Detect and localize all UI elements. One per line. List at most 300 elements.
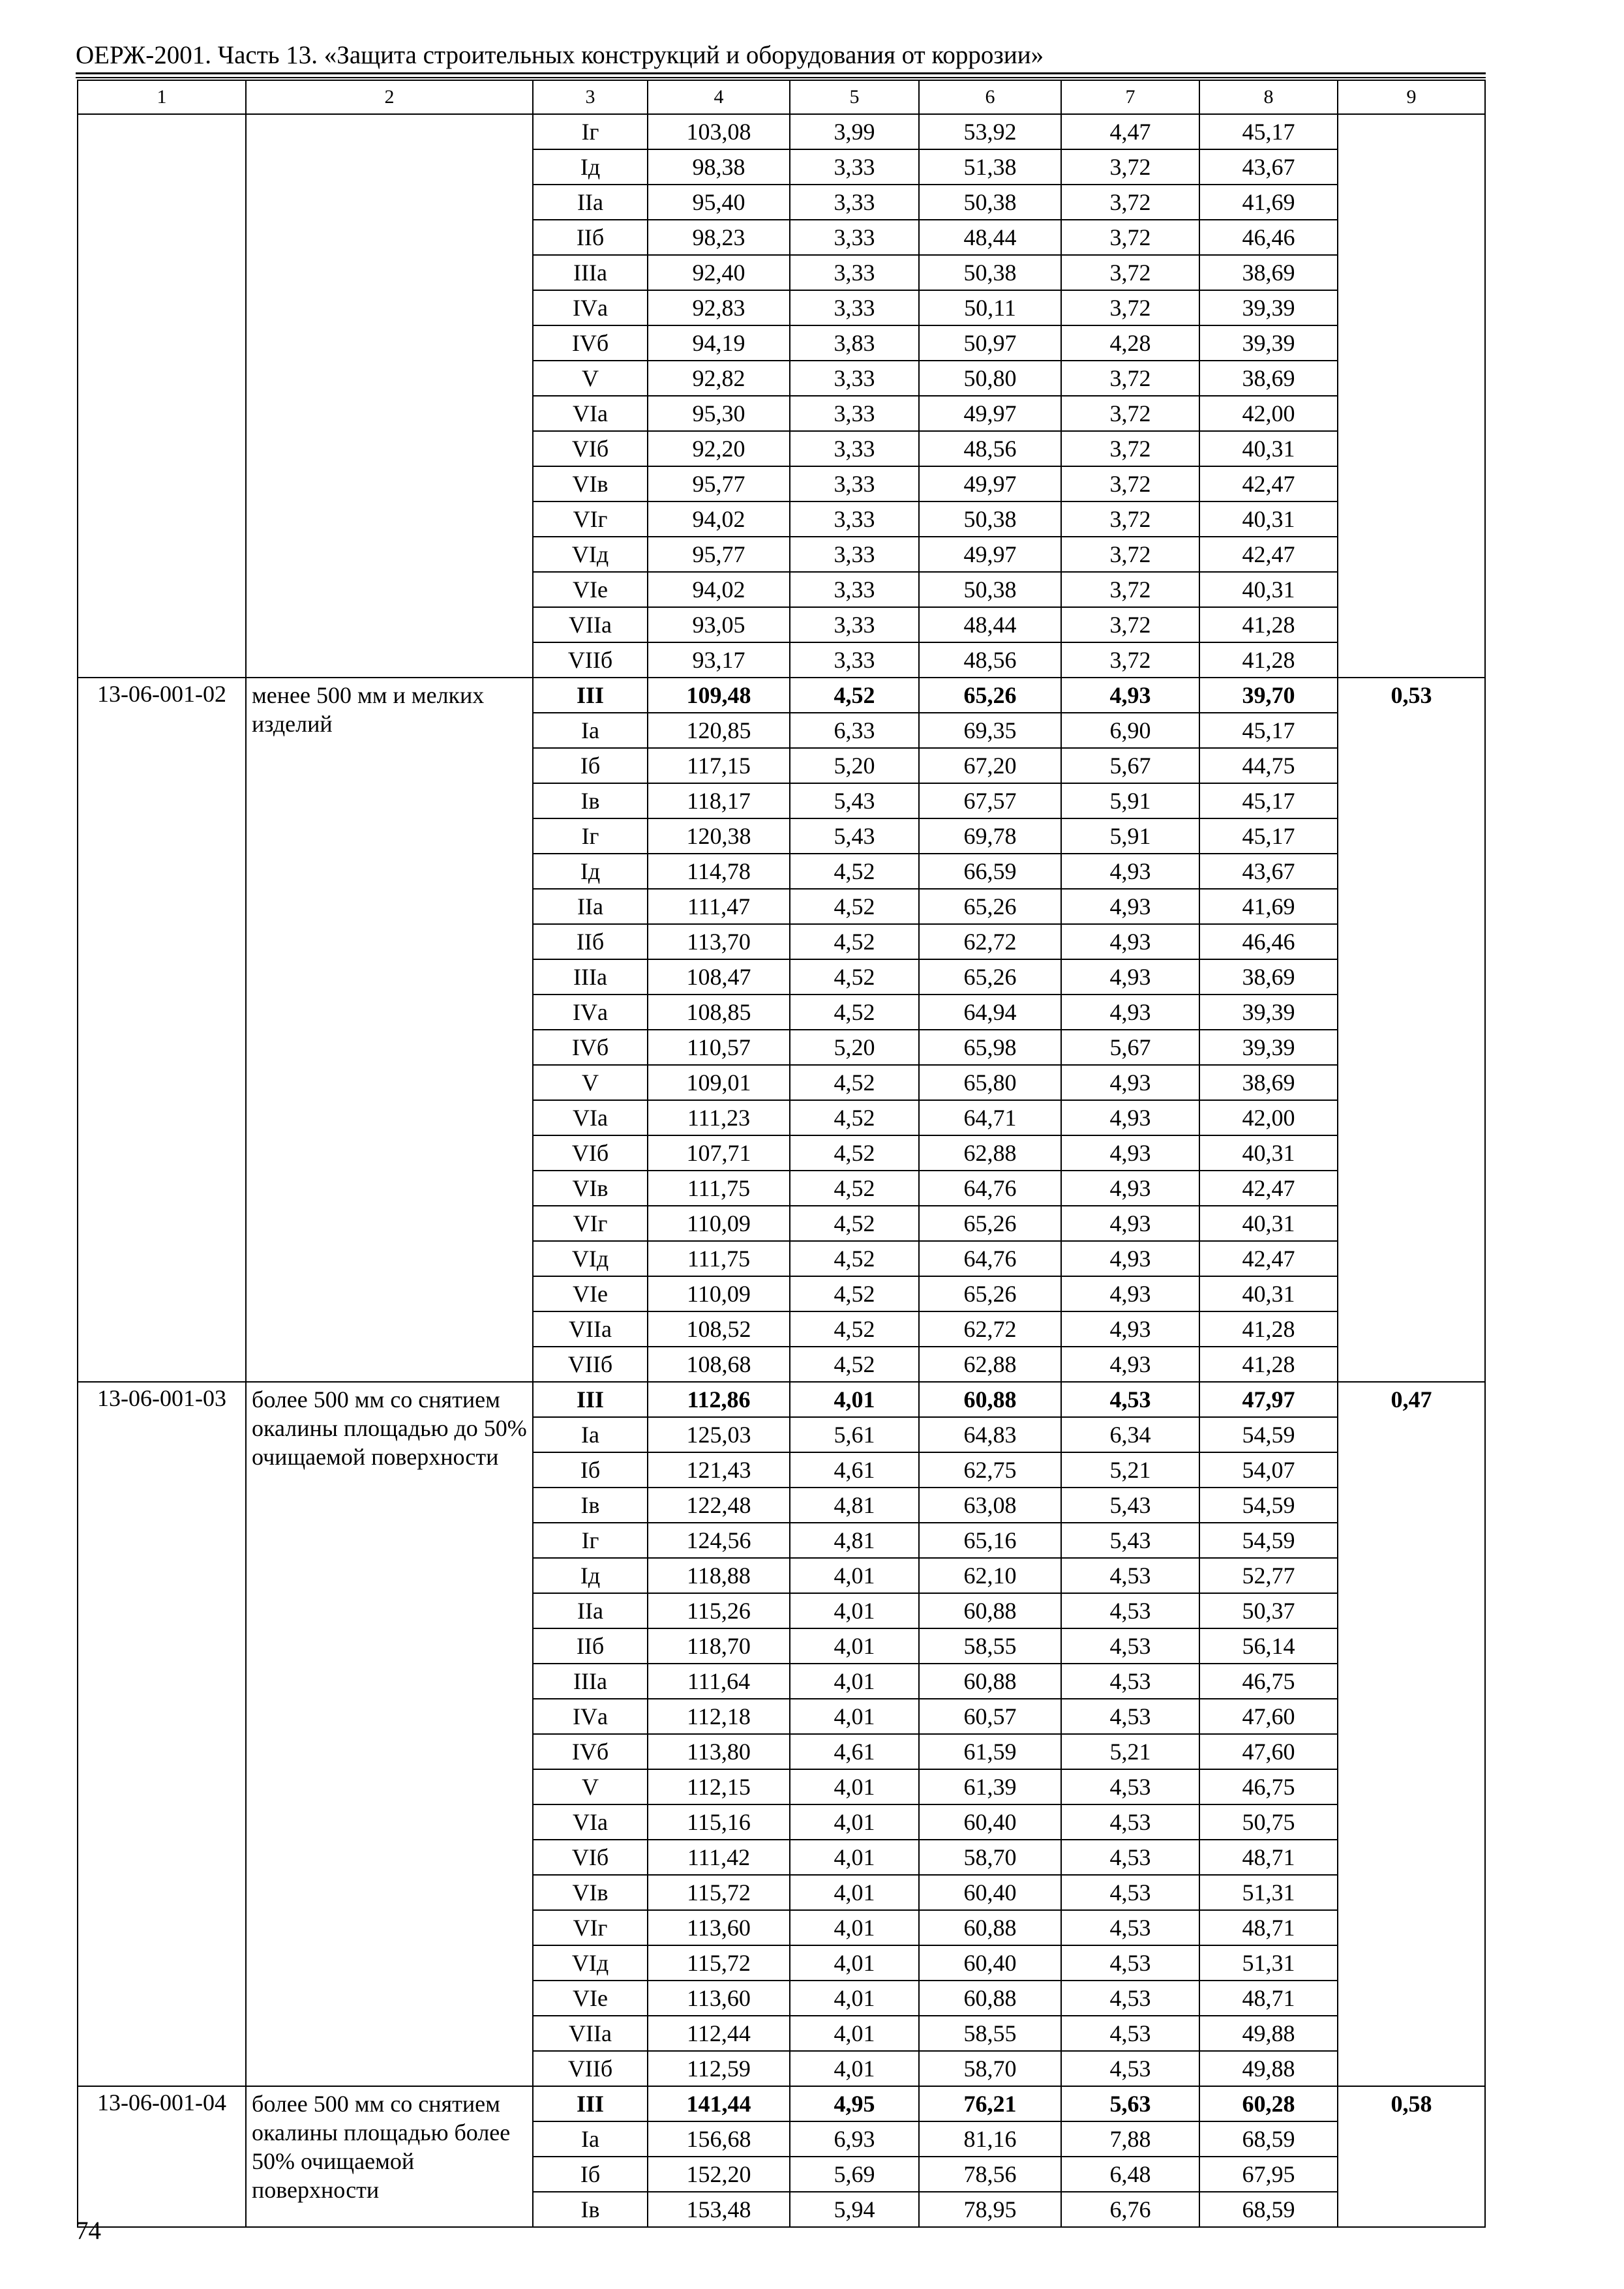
- region-group: VIг: [533, 1206, 648, 1241]
- coefficient: [1338, 114, 1485, 678]
- value-cell: 4,93: [1061, 1100, 1199, 1135]
- region-group: VIб: [533, 1135, 648, 1171]
- value-cell: 112,15: [648, 1769, 790, 1804]
- value-cell: 4,01: [790, 2051, 919, 2086]
- value-cell: 3,33: [790, 501, 919, 537]
- value-cell: 4,61: [790, 1452, 919, 1488]
- value-cell: 5,43: [1061, 1523, 1199, 1558]
- region-group: IVб: [533, 1734, 648, 1769]
- value-cell: 4,53: [1061, 1875, 1199, 1910]
- value-cell: 3,72: [1061, 537, 1199, 572]
- value-cell: 118,70: [648, 1628, 790, 1664]
- value-cell: 113,60: [648, 1981, 790, 2016]
- value-cell: 4,52: [790, 1347, 919, 1382]
- value-cell: 113,60: [648, 1910, 790, 1945]
- value-cell: 4,53: [1061, 1628, 1199, 1664]
- value-cell: 109,48: [648, 678, 790, 713]
- region-group: IIIа: [533, 959, 648, 995]
- value-cell: 4,53: [1061, 1945, 1199, 1981]
- value-cell: 68,59: [1199, 2192, 1338, 2227]
- value-cell: 67,95: [1199, 2157, 1338, 2192]
- value-cell: 3,33: [790, 290, 919, 325]
- value-cell: 65,26: [919, 1206, 1061, 1241]
- rate-code: 13-06-001-03: [78, 1382, 246, 2086]
- region-group: IIб: [533, 1628, 648, 1664]
- value-cell: 60,88: [919, 1981, 1061, 2016]
- region-group: Iа: [533, 713, 648, 748]
- value-cell: 64,76: [919, 1241, 1061, 1276]
- value-cell: 65,16: [919, 1523, 1061, 1558]
- region-group: VIв: [533, 1171, 648, 1206]
- value-cell: 3,72: [1061, 607, 1199, 642]
- value-cell: 4,01: [790, 1664, 919, 1699]
- value-cell: 111,42: [648, 1840, 790, 1875]
- value-cell: 6,90: [1061, 713, 1199, 748]
- value-cell: 81,16: [919, 2121, 1061, 2157]
- region-group: VIIа: [533, 2016, 648, 2051]
- value-cell: 49,97: [919, 537, 1061, 572]
- value-cell: 43,67: [1199, 854, 1338, 889]
- value-cell: 3,72: [1061, 220, 1199, 255]
- value-cell: 4,01: [790, 1593, 919, 1628]
- column-header: 8: [1199, 80, 1338, 114]
- value-cell: 65,26: [919, 889, 1061, 924]
- value-cell: 41,69: [1199, 185, 1338, 220]
- value-cell: 76,21: [919, 2086, 1061, 2121]
- region-group: Iг: [533, 114, 648, 149]
- value-cell: 50,37: [1199, 1593, 1338, 1628]
- region-group: VIа: [533, 1804, 648, 1840]
- region-group: VIа: [533, 396, 648, 431]
- value-cell: 118,88: [648, 1558, 790, 1593]
- value-cell: 4,01: [790, 1699, 919, 1734]
- region-group: IIIа: [533, 1664, 648, 1699]
- value-cell: 3,72: [1061, 396, 1199, 431]
- region-group: IVа: [533, 1699, 648, 1734]
- column-number-row: [78, 80, 1485, 114]
- value-cell: 38,69: [1199, 255, 1338, 290]
- value-cell: 53,92: [919, 114, 1061, 149]
- value-cell: 40,31: [1199, 501, 1338, 537]
- value-cell: 50,38: [919, 572, 1061, 607]
- value-cell: 111,23: [648, 1100, 790, 1135]
- value-cell: 5,20: [790, 1030, 919, 1065]
- value-cell: 3,33: [790, 220, 919, 255]
- header-rule-thin: [76, 77, 1486, 78]
- coefficient: 0,58: [1338, 2086, 1485, 2227]
- value-cell: 156,68: [648, 2121, 790, 2157]
- value-cell: 6,76: [1061, 2192, 1199, 2227]
- value-cell: 114,78: [648, 854, 790, 889]
- value-cell: 4,93: [1061, 1241, 1199, 1276]
- value-cell: 5,21: [1061, 1734, 1199, 1769]
- value-cell: 98,23: [648, 220, 790, 255]
- value-cell: 54,59: [1199, 1523, 1338, 1558]
- value-cell: 44,75: [1199, 748, 1338, 783]
- value-cell: 4,93: [1061, 1347, 1199, 1382]
- value-cell: 4,93: [1061, 1065, 1199, 1100]
- value-cell: 3,72: [1061, 290, 1199, 325]
- value-cell: 60,88: [919, 1664, 1061, 1699]
- value-cell: 111,47: [648, 889, 790, 924]
- value-cell: 50,11: [919, 290, 1061, 325]
- value-cell: 39,39: [1199, 995, 1338, 1030]
- value-cell: 78,95: [919, 2192, 1061, 2227]
- value-cell: 4,52: [790, 1135, 919, 1171]
- rates-table: [77, 80, 1486, 2228]
- value-cell: 6,48: [1061, 2157, 1199, 2192]
- value-cell: 48,56: [919, 431, 1061, 466]
- value-cell: 112,59: [648, 2051, 790, 2086]
- value-cell: 111,64: [648, 1664, 790, 1699]
- region-group: III: [533, 678, 648, 713]
- region-group: VIе: [533, 1981, 648, 2016]
- value-cell: 69,78: [919, 818, 1061, 854]
- value-cell: 3,72: [1061, 466, 1199, 501]
- value-cell: 92,40: [648, 255, 790, 290]
- value-cell: 3,72: [1061, 361, 1199, 396]
- value-cell: 3,33: [790, 642, 919, 678]
- value-cell: 4,61: [790, 1734, 919, 1769]
- value-cell: 50,75: [1199, 1804, 1338, 1840]
- value-cell: 4,53: [1061, 1804, 1199, 1840]
- value-cell: 38,69: [1199, 361, 1338, 396]
- region-group: Iв: [533, 783, 648, 818]
- region-group: III: [533, 1382, 648, 1417]
- value-cell: 94,19: [648, 325, 790, 361]
- value-cell: 67,20: [919, 748, 1061, 783]
- coefficient: 0,47: [1338, 1382, 1485, 2086]
- value-cell: 4,81: [790, 1523, 919, 1558]
- value-cell: 4,01: [790, 1628, 919, 1664]
- value-cell: 3,72: [1061, 572, 1199, 607]
- value-cell: 4,52: [790, 1241, 919, 1276]
- value-cell: 60,88: [919, 1382, 1061, 1417]
- region-group: VIв: [533, 466, 648, 501]
- value-cell: 5,43: [790, 818, 919, 854]
- value-cell: 4,52: [790, 995, 919, 1030]
- header-rule: [76, 72, 1486, 74]
- value-cell: 110,57: [648, 1030, 790, 1065]
- region-group: Iг: [533, 818, 648, 854]
- value-cell: 42,47: [1199, 537, 1338, 572]
- value-cell: 4,53: [1061, 1981, 1199, 2016]
- value-cell: 48,56: [919, 642, 1061, 678]
- value-cell: 4,81: [790, 1488, 919, 1523]
- value-cell: 4,53: [1061, 1664, 1199, 1699]
- value-cell: 5,63: [1061, 2086, 1199, 2121]
- value-cell: 4,93: [1061, 1135, 1199, 1171]
- value-cell: 3,33: [790, 537, 919, 572]
- value-cell: 4,93: [1061, 959, 1199, 995]
- table-row: [78, 2086, 1485, 2121]
- value-cell: 4,01: [790, 1804, 919, 1840]
- value-cell: 3,33: [790, 361, 919, 396]
- value-cell: 4,52: [790, 1311, 919, 1347]
- value-cell: 5,91: [1061, 818, 1199, 854]
- value-cell: 50,38: [919, 255, 1061, 290]
- value-cell: 60,40: [919, 1945, 1061, 1981]
- region-group: VIв: [533, 1875, 648, 1910]
- region-group: Iв: [533, 2192, 648, 2227]
- region-group: IIб: [533, 220, 648, 255]
- value-cell: 5,91: [1061, 783, 1199, 818]
- value-cell: 38,69: [1199, 1065, 1338, 1100]
- region-group: IVа: [533, 290, 648, 325]
- column-header: 2: [246, 80, 533, 114]
- value-cell: 95,77: [648, 466, 790, 501]
- value-cell: 60,40: [919, 1804, 1061, 1840]
- value-cell: 41,28: [1199, 1347, 1338, 1382]
- value-cell: 4,47: [1061, 114, 1199, 149]
- value-cell: 60,40: [919, 1875, 1061, 1910]
- value-cell: 115,16: [648, 1804, 790, 1840]
- region-group: Iб: [533, 748, 648, 783]
- value-cell: 125,03: [648, 1417, 790, 1452]
- value-cell: 46,75: [1199, 1769, 1338, 1804]
- region-group: V: [533, 1769, 648, 1804]
- value-cell: 4,01: [790, 1769, 919, 1804]
- value-cell: 5,94: [790, 2192, 919, 2227]
- value-cell: 60,88: [919, 1593, 1061, 1628]
- value-cell: 39,39: [1199, 1030, 1338, 1065]
- value-cell: 152,20: [648, 2157, 790, 2192]
- value-cell: 65,80: [919, 1065, 1061, 1100]
- value-cell: 5,43: [1061, 1488, 1199, 1523]
- value-cell: 65,26: [919, 959, 1061, 995]
- value-cell: 3,72: [1061, 642, 1199, 678]
- value-cell: 112,18: [648, 1699, 790, 1734]
- value-cell: 4,01: [790, 1981, 919, 2016]
- region-group: IIа: [533, 889, 648, 924]
- value-cell: 3,72: [1061, 149, 1199, 185]
- region-group: VIа: [533, 1100, 648, 1135]
- value-cell: 3,83: [790, 325, 919, 361]
- value-cell: 62,75: [919, 1452, 1061, 1488]
- rate-code: 13-06-001-04: [78, 2086, 246, 2227]
- region-group: Iб: [533, 2157, 648, 2192]
- column-header: 1: [78, 80, 246, 114]
- value-cell: 54,59: [1199, 1488, 1338, 1523]
- region-group: VIе: [533, 1276, 648, 1311]
- value-cell: 69,35: [919, 713, 1061, 748]
- region-group: IVб: [533, 325, 648, 361]
- value-cell: 40,31: [1199, 572, 1338, 607]
- region-group: VIд: [533, 537, 648, 572]
- value-cell: 47,60: [1199, 1734, 1338, 1769]
- value-cell: 5,69: [790, 2157, 919, 2192]
- value-cell: 45,17: [1199, 818, 1338, 854]
- value-cell: 108,52: [648, 1311, 790, 1347]
- value-cell: 4,01: [790, 1382, 919, 1417]
- rate-code: 13-06-001-02: [78, 678, 246, 1382]
- value-cell: 110,09: [648, 1206, 790, 1241]
- value-cell: 118,17: [648, 783, 790, 818]
- value-cell: 112,86: [648, 1382, 790, 1417]
- region-group: VIг: [533, 501, 648, 537]
- value-cell: 122,48: [648, 1488, 790, 1523]
- value-cell: 78,56: [919, 2157, 1061, 2192]
- value-cell: 4,52: [790, 1276, 919, 1311]
- value-cell: 65,26: [919, 1276, 1061, 1311]
- value-cell: 4,93: [1061, 1206, 1199, 1241]
- value-cell: 65,98: [919, 1030, 1061, 1065]
- value-cell: 92,20: [648, 431, 790, 466]
- value-cell: 41,69: [1199, 889, 1338, 924]
- region-group: VIIб: [533, 2051, 648, 2086]
- value-cell: 93,17: [648, 642, 790, 678]
- table-row: [78, 678, 1485, 713]
- value-cell: 50,38: [919, 185, 1061, 220]
- value-cell: 124,56: [648, 1523, 790, 1558]
- value-cell: 4,01: [790, 1840, 919, 1875]
- value-cell: 112,44: [648, 2016, 790, 2051]
- value-cell: 47,60: [1199, 1699, 1338, 1734]
- value-cell: 40,31: [1199, 1276, 1338, 1311]
- value-cell: 108,47: [648, 959, 790, 995]
- value-cell: 43,67: [1199, 149, 1338, 185]
- rate-description: более 500 мм со снятием окалины площадью до 50% очищаемой поверхности: [246, 1382, 533, 2086]
- region-group: IVа: [533, 995, 648, 1030]
- value-cell: 63,08: [919, 1488, 1061, 1523]
- value-cell: 94,02: [648, 572, 790, 607]
- region-group: VIд: [533, 1945, 648, 1981]
- region-group: VIIб: [533, 1347, 648, 1382]
- value-cell: 103,08: [648, 114, 790, 149]
- value-cell: 58,55: [919, 2016, 1061, 2051]
- value-cell: 95,30: [648, 396, 790, 431]
- value-cell: 95,77: [648, 537, 790, 572]
- value-cell: 3,33: [790, 255, 919, 290]
- value-cell: 113,80: [648, 1734, 790, 1769]
- value-cell: 5,20: [790, 748, 919, 783]
- value-cell: 111,75: [648, 1241, 790, 1276]
- value-cell: 3,72: [1061, 255, 1199, 290]
- value-cell: 3,33: [790, 607, 919, 642]
- value-cell: 60,57: [919, 1699, 1061, 1734]
- value-cell: 60,88: [919, 1910, 1061, 1945]
- value-cell: 3,33: [790, 396, 919, 431]
- value-cell: 4,53: [1061, 1558, 1199, 1593]
- value-cell: 4,53: [1061, 1840, 1199, 1875]
- value-cell: 4,53: [1061, 1382, 1199, 1417]
- value-cell: 108,68: [648, 1347, 790, 1382]
- value-cell: 61,59: [919, 1734, 1061, 1769]
- rate-code: [78, 114, 246, 678]
- value-cell: 3,33: [790, 431, 919, 466]
- region-group: VIб: [533, 431, 648, 466]
- region-group: Iб: [533, 1452, 648, 1488]
- region-group: Iд: [533, 1558, 648, 1593]
- value-cell: 66,59: [919, 854, 1061, 889]
- region-group: VIе: [533, 572, 648, 607]
- region-group: Iа: [533, 2121, 648, 2157]
- value-cell: 64,71: [919, 1100, 1061, 1135]
- value-cell: 61,39: [919, 1769, 1061, 1804]
- rate-description: [246, 114, 533, 678]
- value-cell: 4,95: [790, 2086, 919, 2121]
- value-cell: 153,48: [648, 2192, 790, 2227]
- region-group: IIб: [533, 924, 648, 959]
- value-cell: 62,88: [919, 1135, 1061, 1171]
- page-number: 74: [76, 2217, 101, 2245]
- value-cell: 7,88: [1061, 2121, 1199, 2157]
- value-cell: 64,83: [919, 1417, 1061, 1452]
- region-group: VIб: [533, 1840, 648, 1875]
- value-cell: 109,01: [648, 1065, 790, 1100]
- value-cell: 3,33: [790, 149, 919, 185]
- value-cell: 115,72: [648, 1945, 790, 1981]
- value-cell: 4,52: [790, 924, 919, 959]
- value-cell: 42,00: [1199, 1100, 1338, 1135]
- value-cell: 115,72: [648, 1875, 790, 1910]
- value-cell: 115,26: [648, 1593, 790, 1628]
- value-cell: 6,34: [1061, 1417, 1199, 1452]
- value-cell: 4,52: [790, 1100, 919, 1135]
- value-cell: 58,70: [919, 2051, 1061, 2086]
- value-cell: 47,97: [1199, 1382, 1338, 1417]
- value-cell: 54,07: [1199, 1452, 1338, 1488]
- value-cell: 41,28: [1199, 642, 1338, 678]
- value-cell: 4,93: [1061, 678, 1199, 713]
- value-cell: 111,75: [648, 1171, 790, 1206]
- value-cell: 120,38: [648, 818, 790, 854]
- value-cell: 4,52: [790, 678, 919, 713]
- value-cell: 42,47: [1199, 1171, 1338, 1206]
- value-cell: 6,93: [790, 2121, 919, 2157]
- value-cell: 4,01: [790, 1558, 919, 1593]
- value-cell: 4,01: [790, 1945, 919, 1981]
- value-cell: 5,61: [790, 1417, 919, 1452]
- value-cell: 4,52: [790, 1171, 919, 1206]
- value-cell: 113,70: [648, 924, 790, 959]
- value-cell: 5,67: [1061, 1030, 1199, 1065]
- value-cell: 58,55: [919, 1628, 1061, 1664]
- value-cell: 110,09: [648, 1276, 790, 1311]
- value-cell: 62,10: [919, 1558, 1061, 1593]
- value-cell: 92,83: [648, 290, 790, 325]
- value-cell: 58,70: [919, 1840, 1061, 1875]
- value-cell: 38,69: [1199, 959, 1338, 995]
- rate-description: более 500 мм со снятием окалины площадью более 50% очищаемой поверхности: [246, 2086, 533, 2227]
- region-group: VIг: [533, 1910, 648, 1945]
- value-cell: 50,97: [919, 325, 1061, 361]
- value-cell: 120,85: [648, 713, 790, 748]
- value-cell: 4,01: [790, 1910, 919, 1945]
- region-group: VIIб: [533, 642, 648, 678]
- value-cell: 41,28: [1199, 607, 1338, 642]
- value-cell: 62,88: [919, 1347, 1061, 1382]
- table-row: [78, 114, 1485, 149]
- value-cell: 117,15: [648, 748, 790, 783]
- value-cell: 48,71: [1199, 1981, 1338, 2016]
- value-cell: 107,71: [648, 1135, 790, 1171]
- value-cell: 4,52: [790, 959, 919, 995]
- value-cell: 49,88: [1199, 2051, 1338, 2086]
- value-cell: 4,93: [1061, 995, 1199, 1030]
- value-cell: 46,46: [1199, 924, 1338, 959]
- value-cell: 5,21: [1061, 1452, 1199, 1488]
- region-group: VIIа: [533, 607, 648, 642]
- value-cell: 3,72: [1061, 501, 1199, 537]
- value-cell: 60,28: [1199, 2086, 1338, 2121]
- value-cell: 94,02: [648, 501, 790, 537]
- value-cell: 4,93: [1061, 1171, 1199, 1206]
- coefficient: 0,53: [1338, 678, 1485, 1382]
- value-cell: 48,44: [919, 607, 1061, 642]
- region-group: V: [533, 1065, 648, 1100]
- value-cell: 4,53: [1061, 1593, 1199, 1628]
